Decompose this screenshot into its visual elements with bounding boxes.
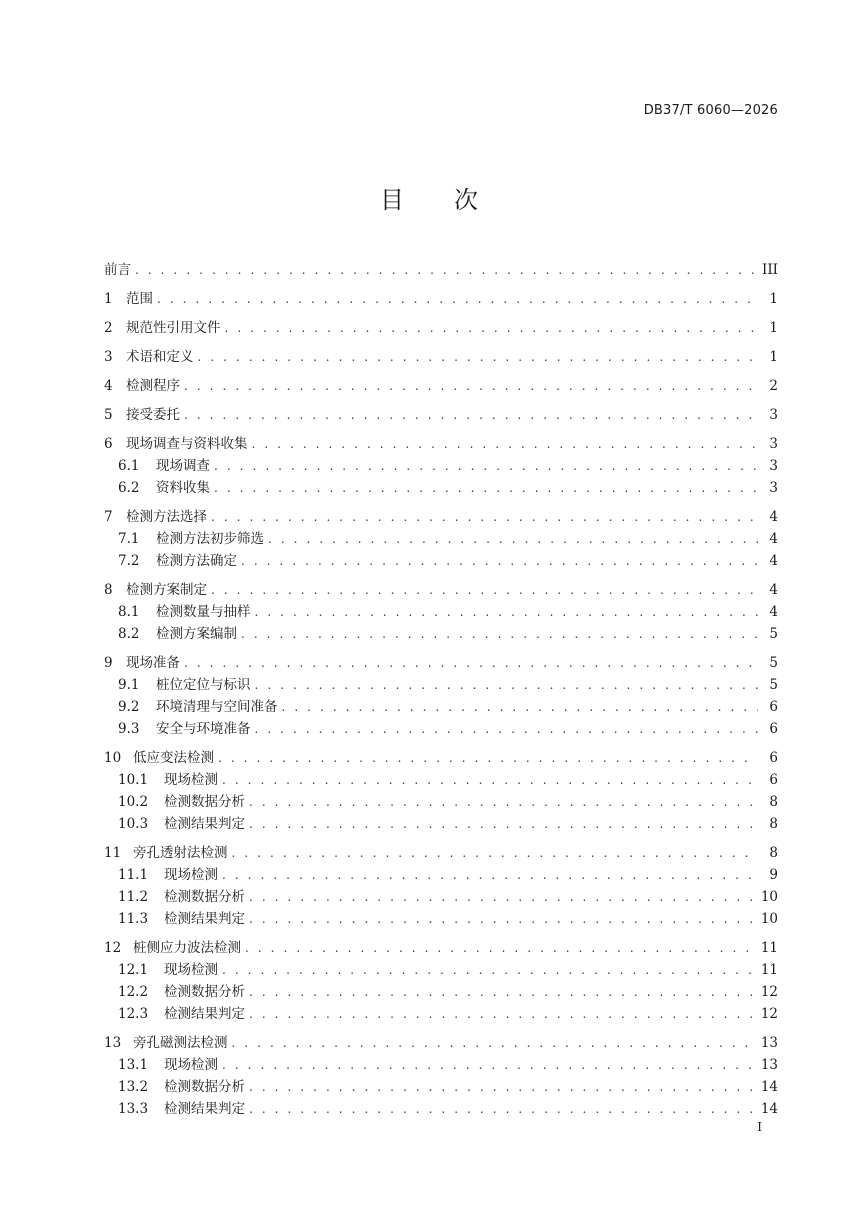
toc-entry-number: 1	[104, 291, 113, 307]
toc-entry[interactable]	[104, 375, 778, 397]
toc-entry-page: 11	[760, 962, 778, 978]
toc-entry[interactable]	[104, 842, 778, 864]
toc-leader-dots	[222, 864, 758, 886]
toc-entry[interactable]	[104, 1054, 778, 1076]
toc-entry-page: 14	[760, 1079, 778, 1095]
toc-entry[interactable]	[104, 601, 778, 623]
toc-entry-number: 8.1	[118, 604, 140, 620]
toc-entry-page: 5	[769, 626, 778, 642]
toc-entry-page: 4	[769, 582, 778, 598]
toc-leader-dots	[157, 288, 758, 310]
toc-entry[interactable]	[104, 550, 778, 572]
toc-entry[interactable]	[104, 981, 778, 1003]
toc-entry-page: III	[762, 262, 778, 278]
toc-entry-number: 12	[104, 940, 122, 956]
toc-entry-page: 4	[769, 553, 778, 569]
toc-entry-title: 桩位定位与标识	[156, 677, 251, 693]
toc-leader-dots	[225, 317, 759, 339]
toc-entry-page: 1	[769, 291, 778, 307]
toc-entry[interactable]	[104, 317, 778, 339]
toc-entry[interactable]	[104, 652, 778, 674]
toc-entry-number: 10.2	[118, 794, 149, 810]
document-code: DB37/T 6060—2026	[643, 103, 778, 118]
toc-entry-number: 13.3	[118, 1101, 149, 1117]
toc-entry-page: 4	[769, 509, 778, 525]
toc-leader-dots	[252, 433, 759, 455]
toc-entry[interactable]	[104, 937, 778, 959]
toc-entry-page: 6	[769, 772, 778, 788]
toc-leader-dots	[249, 1098, 755, 1120]
toc-leader-dots	[249, 1076, 755, 1098]
toc-leader-dots	[245, 937, 755, 959]
toc-entry-page: 13	[760, 1057, 778, 1073]
toc-entry-number: 7	[104, 509, 113, 525]
toc-entry-number: 6	[104, 436, 113, 452]
toc-entry-page: 12	[760, 1006, 778, 1022]
toc-entry[interactable]	[104, 346, 778, 368]
toc-entry-number: 9.3	[118, 721, 140, 737]
toc-entry-title: 旁孔透射法检测	[133, 845, 228, 861]
toc-entry-page: 3	[769, 458, 778, 474]
toc-entry[interactable]	[104, 623, 778, 645]
toc-entry-page: 8	[769, 816, 778, 832]
toc-entry-title: 接受委托	[126, 407, 180, 423]
toc-entry[interactable]	[104, 1032, 778, 1054]
toc-entry[interactable]	[104, 455, 778, 477]
toc-entry[interactable]	[104, 1076, 778, 1098]
toc-entry-number: 8	[104, 582, 113, 598]
toc-leader-dots	[184, 404, 758, 426]
toc-entry-page: 8	[769, 845, 778, 861]
toc-entry-number: 12.1	[118, 962, 149, 978]
toc-entry-title: 检测结果判定	[164, 816, 245, 832]
toc-entry[interactable]	[104, 813, 778, 835]
toc-entry-title: 桩侧应力波法检测	[133, 940, 241, 956]
toc-entry-title: 现场调查与资料收集	[126, 436, 248, 452]
toc-entry-title: 现场准备	[126, 655, 180, 671]
toc-entry[interactable]	[104, 886, 778, 908]
toc-leader-dots	[214, 455, 758, 477]
toc-leader-dots	[249, 813, 758, 835]
toc-entry-page: 6	[769, 699, 778, 715]
toc-leader-dots	[249, 791, 758, 813]
toc-entry-title: 资料收集	[156, 480, 210, 496]
toc-leader-dots	[249, 981, 755, 1003]
toc-entry-title: 范围	[126, 291, 153, 307]
toc-leader-dots	[198, 346, 759, 368]
toc-entry-number: 9	[104, 655, 113, 671]
toc-entry-title: 检测结果判定	[164, 1006, 245, 1022]
toc-entry-page: 2	[769, 378, 778, 394]
toc-entry-title: 现场检测	[164, 772, 218, 788]
toc-leader-dots	[282, 696, 759, 718]
toc-entry[interactable]	[104, 696, 778, 718]
toc-leader-dots	[211, 506, 758, 528]
toc-entry-page: 6	[769, 750, 778, 766]
toc-entry-page: 3	[769, 407, 778, 423]
toc-entry-title: 检测程序	[126, 378, 180, 394]
toc-entry-number: 3	[104, 349, 113, 365]
toc-entry[interactable]	[104, 674, 778, 696]
toc-leader-dots	[214, 477, 758, 499]
table-of-contents	[104, 259, 778, 1120]
toc-entry-title: 前言	[104, 262, 131, 278]
toc-entry-title: 检测方法确定	[156, 553, 237, 569]
toc-entry-title: 检测结果判定	[164, 1101, 245, 1117]
toc-leader-dots	[268, 528, 758, 550]
toc-entry[interactable]	[104, 404, 778, 426]
toc-entry-page: 3	[769, 436, 778, 452]
toc-entry-page: 3	[769, 480, 778, 496]
toc-entry-title: 现场检测	[164, 867, 218, 883]
toc-leader-dots	[184, 375, 758, 397]
toc-entry-title: 检测数据分析	[164, 794, 245, 810]
toc-leader-dots	[255, 718, 759, 740]
toc-entry-title: 检测方法初步筛选	[156, 531, 264, 547]
toc-entry-number: 2	[104, 320, 113, 336]
toc-entry[interactable]	[104, 718, 778, 740]
toc-entry[interactable]	[104, 747, 778, 769]
toc-leader-dots	[255, 601, 759, 623]
toc-entry-title: 安全与环境准备	[156, 721, 251, 737]
toc-entry-page: 10	[760, 911, 778, 927]
toc-entry-number: 11.1	[118, 867, 149, 883]
toc-entry-title: 旁孔磁测法检测	[133, 1035, 228, 1051]
toc-entry-number: 6.2	[118, 480, 140, 496]
toc-leader-dots	[232, 842, 759, 864]
toc-leader-dots	[222, 959, 755, 981]
toc-entry-title: 检测方案编制	[156, 626, 237, 642]
toc-entry[interactable]	[104, 908, 778, 930]
toc-entry[interactable]	[104, 864, 778, 886]
toc-leader-dots	[184, 652, 758, 674]
title-char-2: 次	[454, 186, 480, 214]
toc-leader-dots	[232, 1032, 755, 1054]
toc-entry-page: 14	[760, 1101, 778, 1117]
toc-entry[interactable]	[104, 579, 778, 601]
toc-entry-page: 5	[769, 677, 778, 693]
toc-entry-page: 12	[760, 984, 778, 1000]
toc-entry-page: 4	[769, 531, 778, 547]
toc-entry-number: 13.2	[118, 1079, 149, 1095]
toc-entry[interactable]	[104, 791, 778, 813]
toc-entry[interactable]	[104, 528, 778, 550]
toc-leader-dots	[135, 259, 756, 281]
toc-entry[interactable]	[104, 1003, 778, 1025]
toc-entry-number: 5	[104, 407, 113, 423]
toc-entry-title: 检测数据分析	[164, 889, 245, 905]
toc-entry[interactable]	[104, 288, 778, 310]
toc-entry-number: 6.1	[118, 458, 140, 474]
toc-entry[interactable]	[104, 959, 778, 981]
toc-leader-dots	[222, 769, 758, 791]
toc-entry[interactable]	[104, 1098, 778, 1120]
toc-entry-number: 9.2	[118, 699, 140, 715]
toc-entry-number: 13	[104, 1035, 122, 1051]
toc-entry-page: 10	[760, 889, 778, 905]
toc-entry-title: 现场检测	[164, 1057, 218, 1073]
toc-entry-page: 5	[769, 655, 778, 671]
toc-entry-page: 9	[769, 867, 778, 883]
toc-entry-title: 检测数据分析	[164, 1079, 245, 1095]
toc-entry-page: 6	[769, 721, 778, 737]
toc-entry-title: 术语和定义	[126, 349, 194, 365]
toc-entry-title: 检测方法选择	[126, 509, 207, 525]
toc-leader-dots	[249, 886, 755, 908]
toc-entry-number: 7.1	[118, 531, 140, 547]
footer-page-number: I	[757, 1120, 762, 1134]
toc-leader-dots	[241, 550, 758, 572]
toc-entry-number: 12.3	[118, 1006, 149, 1022]
toc-entry-number: 7.2	[118, 553, 140, 569]
toc-entry-number: 11	[104, 845, 122, 861]
toc-leader-dots	[218, 747, 758, 769]
toc-leader-dots	[249, 908, 755, 930]
toc-entry-number: 8.2	[118, 626, 140, 642]
toc-leader-dots	[211, 579, 758, 601]
toc-entry-title: 检测数量与抽样	[156, 604, 251, 620]
toc-entry[interactable]	[104, 433, 778, 455]
toc-entry[interactable]	[104, 506, 778, 528]
toc-entry-page: 4	[769, 604, 778, 620]
toc-entry-number: 10.3	[118, 816, 149, 832]
toc-entry-title: 现场调查	[156, 458, 210, 474]
toc-entry-title: 现场检测	[164, 962, 218, 978]
toc-entry-number: 4	[104, 378, 113, 394]
toc-entry-page: 11	[760, 940, 778, 956]
toc-entry-number: 10.1	[118, 772, 149, 788]
toc-entry-page: 13	[760, 1035, 778, 1051]
toc-entry-title: 规范性引用文件	[126, 320, 221, 336]
toc-entry-title: 检测方案制定	[126, 582, 207, 598]
toc-entry-title: 检测结果判定	[164, 911, 245, 927]
toc-leader-dots	[255, 674, 759, 696]
toc-entry-page: 8	[769, 794, 778, 810]
toc-leader-dots	[249, 1003, 755, 1025]
toc-leader-dots	[222, 1054, 755, 1076]
toc-entry[interactable]	[104, 259, 778, 281]
toc-entry-number: 10	[104, 750, 122, 766]
toc-entry-title: 检测数据分析	[164, 984, 245, 1000]
toc-entry-number: 12.2	[118, 984, 149, 1000]
page-title	[0, 180, 860, 215]
toc-entry-number: 11.2	[118, 889, 149, 905]
title-char-1: 目	[380, 186, 406, 214]
toc-entry-title: 低应变法检测	[133, 750, 214, 766]
toc-entry-number: 13.1	[118, 1057, 149, 1073]
toc-entry-title: 环境清理与空间准备	[156, 699, 278, 715]
toc-entry[interactable]	[104, 769, 778, 791]
toc-leader-dots	[241, 623, 758, 645]
toc-entry-number: 11.3	[118, 911, 149, 927]
toc-entry[interactable]	[104, 477, 778, 499]
toc-entry-page: 1	[769, 349, 778, 365]
toc-entry-page: 1	[769, 320, 778, 336]
toc-entry-number: 9.1	[118, 677, 140, 693]
